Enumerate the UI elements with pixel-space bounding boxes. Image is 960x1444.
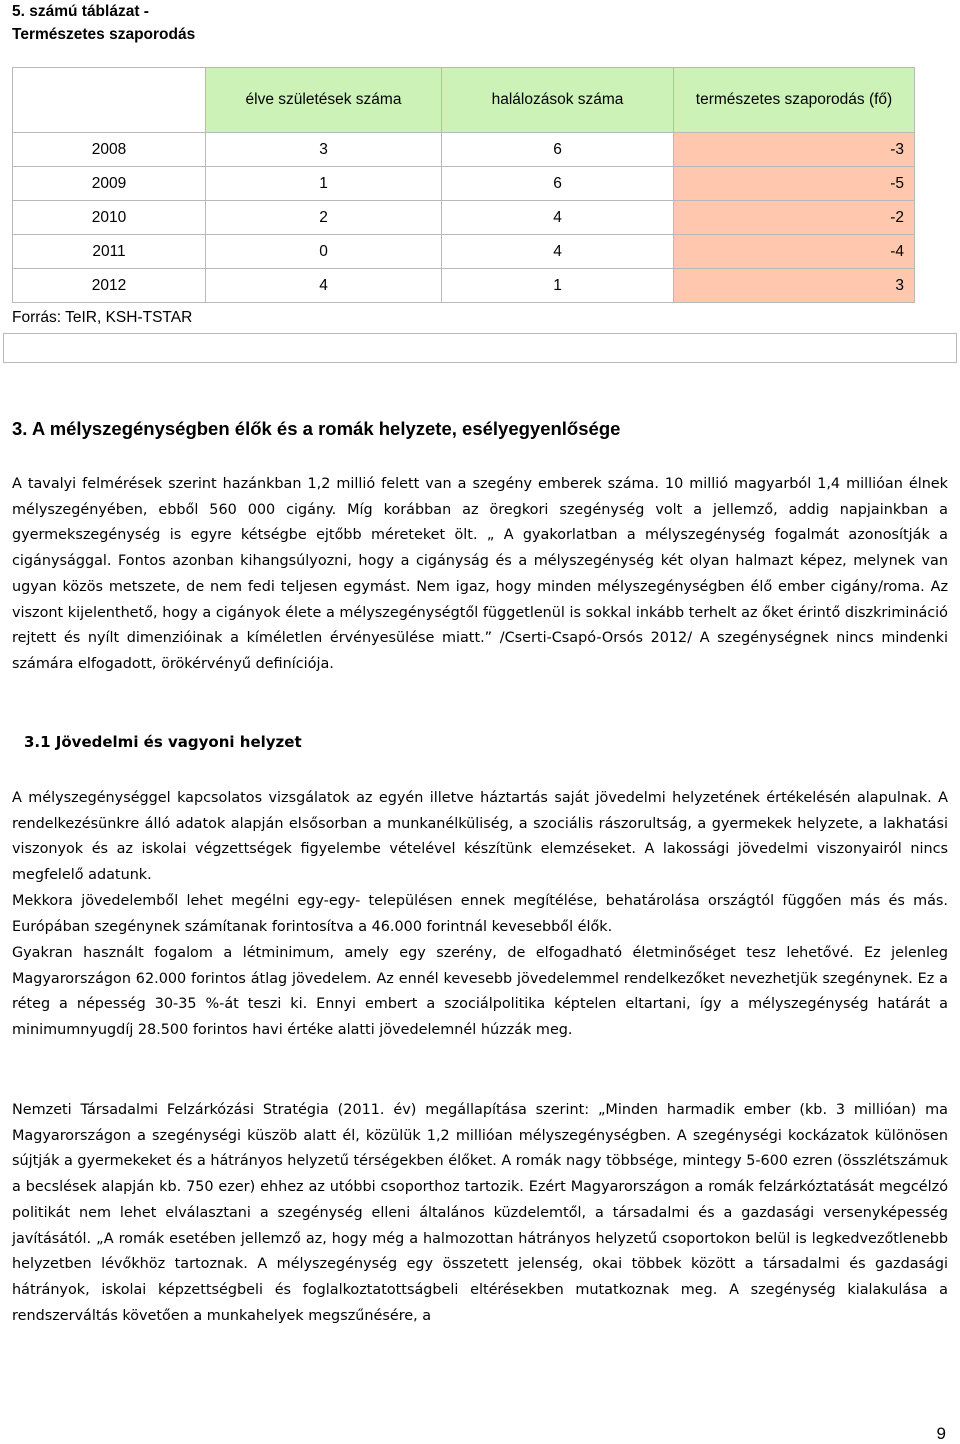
cell-natural-growth: -5 xyxy=(674,167,915,201)
cell-deaths: 6 xyxy=(442,133,674,167)
cell-natural-growth: 3 xyxy=(674,269,915,303)
header-deaths: halálozások száma xyxy=(442,68,674,133)
header-births: élve születések száma xyxy=(206,68,442,133)
table-header-row xyxy=(13,68,915,133)
section-3-1-paragraph-3: Gyakran használt fogalom a létminimum, amely egy szerény, de elfogadható életminőséget tesz lehetővé. Ez jelenleg Magyarországon 62.000 forintos átlag jövedelem. Az ennél kevesebb jövedelemmel rendelkezőket nevezhetjük szegénynek. Ez a réteg a népesség 30-35 %-át teszi ki. Ennyi embert a szociálpolitika képtelen eltartani, így a mélyszegénység határát a minimumnyugdíj 28.500 forintos havi értéke alatti jövedelemnél húzzák meg. xyxy=(12,945,948,1039)
header-year xyxy=(13,68,206,133)
table-caption: 5. számú táblázat - Természetes szaporodás xyxy=(12,3,196,43)
cell-year: 2008 xyxy=(13,133,206,167)
cell-births: 3 xyxy=(206,133,442,167)
table-row xyxy=(13,269,915,303)
section-3-heading: 3. A mélyszegénységben élők és a romák helyzete, esélyegyenlősége xyxy=(12,418,621,439)
cell-year: 2011 xyxy=(13,235,206,269)
cell-deaths: 4 xyxy=(442,201,674,235)
cell-natural-growth: -3 xyxy=(674,133,915,167)
table-source: Forrás: TeIR, KSH-TSTAR xyxy=(12,309,193,326)
header-natural-growth: természetes szaporodás (fő) xyxy=(674,68,915,133)
cell-births: 1 xyxy=(206,167,442,201)
section-3-1-paragraph-2: Mekkora jövedelemből lehet megélni egy-egy- településen ennek megítélése, behatárolása országtól függően más és más. Európában szegénynek számítanak forintosítva a 46.000 forintnál kevesebből élők. xyxy=(12,893,948,935)
section-3-paragraph: A tavalyi felmérések szerint hazánkban 1,2 millió felett van a szegény emberek száma. 10 millió magyarból 1,4 millióan élnek mélyszegényében, ebből 560 000 cigány. Míg korábban az öregkori szegénység volt a jellemző, addig napjainkban a gyermekszegénység is egyre kétségbe ejtőbb méreteket ölt. „ A gyakorlatban a mélyszegénység fogalmát azonosítják a cigánysággal. Fontos azonban kihangsúlyozni, hogy a cigányság és a mélyszegénység két olyan halmazt képez, melynek van ugyan közös metszete, de nem fedi teljesen egymást. Nem igaz, hogy minden mélyszegénységben élő ember cigány/roma. Az viszont kijelenthető, hogy a cigányok élete a mélyszegénységtől függetlenül is sokkal inkább terhelt az őket érintő diszkrimináció rejtett és nyílt dimenzióinak a kíméletlen érvényesülése miatt.” /Cserti-Csapó-Orsós 2012/ A szegénységnek nincs mindenki számára elfogadott, örökérvényű definíciója. xyxy=(12,476,948,672)
section-3-1-paragraph-1: A mélyszegénységgel kapcsolatos vizsgálatok az egyén illetve háztartás saját jövedelmi helyzetének értékelésén alapulnak. A rendelkezésünkre álló adatok alapján elsősorban a munkanélküliség, a szociális rászorultság, a gyermekek helyzete, a lakhatási viszonyok és az iskolai végzettségek figyelembe vételével készítünk elemzéseket. A lakossági jövedelmi viszonyairól nincs megfelelő adatunk. xyxy=(12,790,948,884)
page-number: 9 xyxy=(936,1424,946,1443)
cell-deaths: 1 xyxy=(442,269,674,303)
table-row xyxy=(13,133,915,167)
cell-natural-growth: -2 xyxy=(674,201,915,235)
cell-year: 2009 xyxy=(13,167,206,201)
table-row xyxy=(13,201,915,235)
table-row xyxy=(13,167,915,201)
cell-year: 2012 xyxy=(13,269,206,303)
cell-year: 2010 xyxy=(13,201,206,235)
cell-deaths: 6 xyxy=(442,167,674,201)
table-row xyxy=(13,235,915,269)
cell-births: 2 xyxy=(206,201,442,235)
natural-growth-table xyxy=(12,67,915,303)
cell-natural-growth: -4 xyxy=(674,235,915,269)
cell-deaths: 4 xyxy=(442,235,674,269)
cell-births: 0 xyxy=(206,235,442,269)
empty-table-row xyxy=(3,333,957,363)
cell-births: 4 xyxy=(206,269,442,303)
section-3-1-paragraph-4: Nemzeti Társadalmi Felzárkózási Stratégia (2011. év) megállapítása szerint: „Minden harmadik ember (kb. 3 millióan) ma Magyarországon a szegénységi küszöb alatt él, közülük 1,2 millióan mélyszegénységben. A szegénységi kockázatok különösen sújtják a gyermekeket és a hátrányos helyzetű térségekben élőket. A romák nagy többsége, mintegy 5-600 ezren (összlétszámuk a becslések alapján kb. 750 ezer) ehhez az utóbbi csoporthoz tartozik. Ezért Magyarországon a romák felzárkóztatását megcélzó politikát nem lehet elválasztani a szegénység elleni általános küzdelemtől, a társadalmi és a gazdasági versenyképesség javításától. „A romák esetében jellemző az, hogy még a halmozottan hátrányos helyzetű csoportokon belül is legkedvezőtlenebb helyzetben lévőkhöz tartoznak. A mélyszegénység egy összetett jelenség, okai többek között a társadalmi és gazdasági hátrányok, iskolai képzettségbeli és foglalkoztatottságbeli eltérésekben mutatkoznak meg. A szegénység kialakulása a rendszerváltás követően a munkahelyek megszűnésére, a xyxy=(12,1102,948,1324)
section-3-1-heading: 3.1 Jövedelmi és vagyoni helyzet xyxy=(24,733,302,751)
